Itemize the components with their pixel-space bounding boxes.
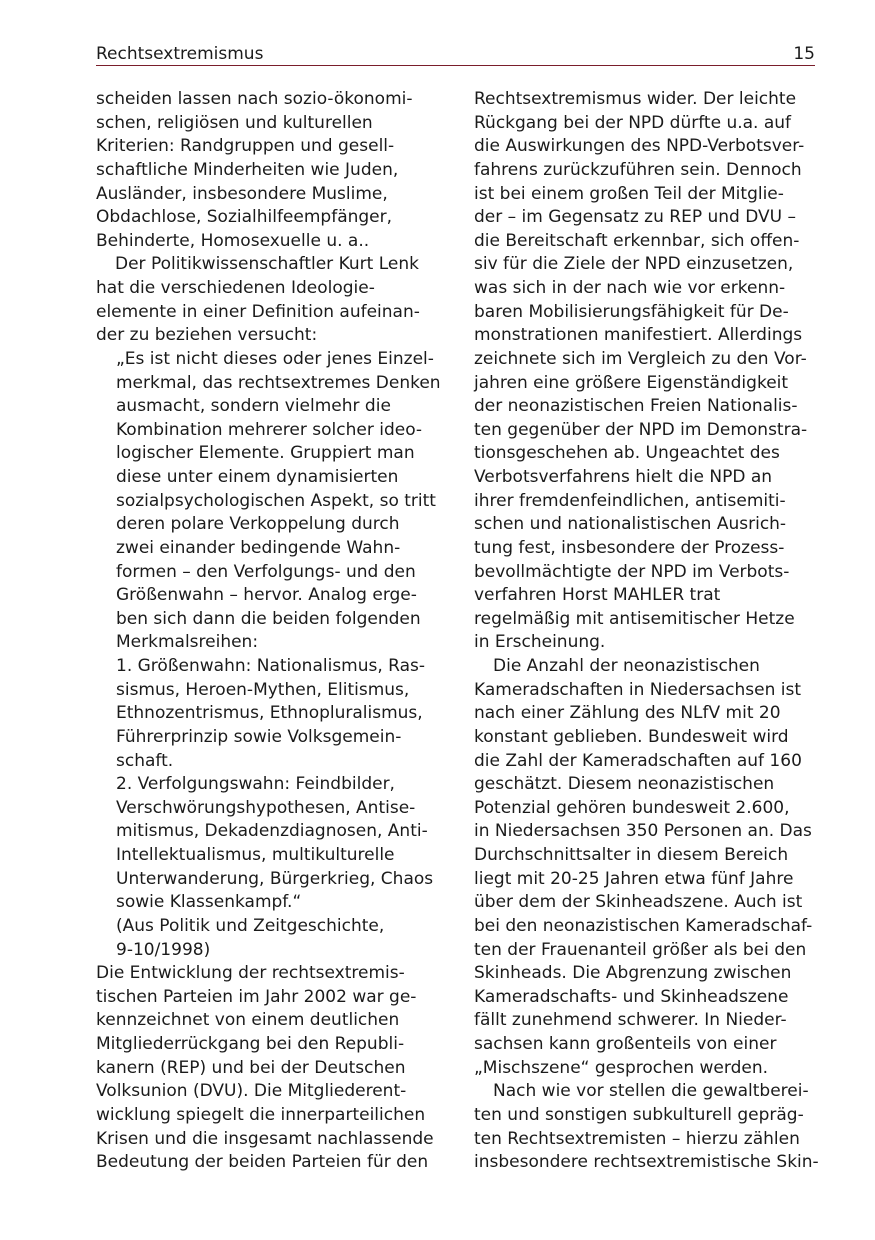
text-line: „Mischszene“ gesprochen werden.: [474, 1057, 769, 1078]
paragraph: [474, 1080, 819, 1175]
text-line: geschätzt. Diesem neonazistischen: [474, 774, 775, 795]
text-line: Skinheads. Die Abgrenzung zwischen: [474, 963, 792, 984]
quote-line: Verschwörungshypothesen, Antise-: [116, 797, 416, 818]
quote-line: ben sich dann die beiden folgenden: [116, 608, 421, 629]
text-line: in Erscheinung.: [474, 632, 606, 653]
text-line: hat die verschiedenen Ideologie-: [96, 278, 375, 298]
right-text-column: [474, 88, 819, 1175]
text-line: die Auswirkungen des NPD-Verbotsver-: [474, 136, 805, 157]
text-line: der – im Gegensatz zu REP und DVU –: [474, 207, 796, 228]
text-line: nach einer Zählung des NLfV mit 20: [474, 703, 781, 724]
text-line: Volksunion (DVU). Die Mitgliederent-: [96, 1081, 407, 1102]
text-line: Die Anzahl der neonazistischen: [493, 656, 760, 676]
text-line: was sich in der nach wie vor erkenn-: [474, 278, 786, 298]
quote-line: Intellektualismus, multikulturelle: [116, 845, 395, 865]
text-line: siv für die Ziele der NPD einzusetzen,: [474, 254, 794, 275]
text-line: ist bei einem großen Teil der Mitglie-: [474, 183, 784, 204]
quote-source: [96, 915, 441, 962]
quote-list-item-1: 1. Größenwahn: Nationalismus, Ras-: [116, 656, 426, 676]
text-line: fällt zunehmend schwerer. In Nieder-: [474, 1010, 787, 1031]
paragraph: [96, 962, 441, 1175]
text-line: insbesondere rechtsextremistische Skin-: [474, 1152, 819, 1173]
text-line: Kameradschaften in Niedersachsen ist: [474, 679, 802, 700]
text-line: kennzeichnet von einem deutlichen: [96, 1010, 400, 1031]
text-line: Verbotsverfahrens hielt die NPD an: [474, 467, 773, 487]
text-line: schaftliche Minderheiten wie Juden,: [96, 159, 399, 180]
text-line: Rechtsextremismus wider. Der leichte: [474, 89, 797, 109]
header-rule: [96, 65, 815, 66]
text-line: elemente in einer Definition aufeinan-: [96, 301, 420, 322]
paragraph: [96, 253, 441, 348]
text-line: Krisen und die insgesamt nachlassende: [96, 1128, 434, 1149]
text-line: Ausländer, insbesondere Muslime,: [96, 183, 388, 204]
text-line: wicklung spiegelt die innerparteilichen: [96, 1104, 426, 1125]
text-line: der zu beziehen versucht:: [96, 325, 318, 346]
quote-line: Größenwahn – hervor. Analog erge-: [116, 585, 417, 606]
paragraph: [474, 655, 819, 1080]
text-line: Kriterien: Randgruppen und gesell-: [96, 136, 395, 157]
text-line: Der Politikwissenschaftler Kurt Lenk: [115, 254, 419, 275]
text-line: in Niedersachsen 350 Personen an. Das: [474, 821, 812, 842]
text-line: über dem der Skinheadszene. Auch ist: [474, 892, 803, 913]
text-line: Potenzial gehören bundesweit 2.600,: [474, 797, 790, 818]
paragraph: [474, 88, 819, 655]
text-line: Mitgliederrückgang bei den Republi-: [96, 1034, 405, 1054]
text-line: konstant geblieben. Bundesweit wird: [474, 726, 789, 747]
text-line: Nach wie vor stellen die gewaltberei-: [493, 1081, 809, 1102]
quote-line: Merkmalsreihen:: [116, 632, 259, 653]
quote-line: deren polare Verkoppelung durch: [116, 514, 400, 535]
text-line: Durchschnittsalter in diesem Bereich: [474, 845, 789, 865]
text-line: der neonazistischen Freien Nationalis-: [474, 396, 798, 417]
text-line: Kameradschafts- und Skinheadszene: [474, 986, 789, 1007]
text-line: tionsgeschehen ab. Ungeachtet des: [474, 443, 780, 464]
text-line: scheiden lassen nach sozio-ökonomi-: [96, 89, 413, 109]
quote-line: ausmacht, sondern vielmehr die: [116, 396, 391, 417]
quote-line: Ethnozentrismus, Ethnopluralismus,: [116, 703, 423, 724]
text-line: schen und nationalistischen Ausrich-: [474, 514, 787, 535]
quote-list-item-2: 2. Verfolgungswahn: Feindbilder,: [116, 774, 395, 795]
text-line: Rückgang bei der NPD dürfte u.a. auf: [474, 112, 792, 133]
quote-line: Unterwanderung, Bürgerkrieg, Chaos: [116, 868, 434, 889]
text-line: fahrens zurückzuführen sein. Dennoch: [474, 159, 802, 180]
quote-line: zwei einander bedingende Wahn-: [116, 537, 401, 558]
text-line: die Zahl der Kameradschaften auf 160: [474, 750, 802, 771]
quote-line: merkmal, das rechtsextremes Denken: [116, 372, 441, 393]
text-line: Obdachlose, Sozialhilfeempfänger,: [96, 207, 393, 228]
quote-line: sozialpsychologischen Aspekt, so tritt: [116, 490, 436, 511]
text-line: sachsen kann großenteils von einer: [474, 1034, 777, 1054]
text-line: tung fest, insbesondere der Prozess-: [474, 537, 785, 558]
quote-line: logischer Elemente. Gruppiert man: [116, 443, 415, 464]
quote-line: Führerprinzip sowie Volksgemein-: [116, 726, 402, 747]
text-line: schen, religiösen und kulturellen: [96, 112, 373, 133]
text-line: Bedeutung der beiden Parteien für den: [96, 1152, 429, 1173]
text-line: bei den neonazistischen Kameradschaf-: [474, 915, 813, 936]
text-line: verfahren Horst MAHLER trat: [474, 585, 721, 606]
text-line: zeichnete sich im Vergleich zu den Vor-: [474, 348, 807, 369]
quote-line: schaft.: [116, 750, 174, 771]
text-line: die Bereitschaft erkennbar, sich offen-: [474, 230, 800, 251]
text-line: ihrer fremdenfeindlichen, antisemiti-: [474, 490, 786, 511]
text-line: ten Rechtsextremisten – hierzu zählen: [474, 1128, 800, 1149]
text-line: Die Entwicklung der rechtsextremis-: [96, 963, 405, 984]
text-line: ten gegenüber der NPD im Demonstra-: [474, 419, 808, 440]
text-line: baren Mobilisierungsfähigkeit für De-: [474, 301, 789, 322]
text-line: liegt mit 20-25 Jahren etwa fünf Jahre: [474, 868, 794, 889]
quote-line: sismus, Heroen-Mythen, Elitismus,: [116, 679, 410, 700]
quote-line: diese unter einem dynamisierten: [116, 467, 399, 487]
text-line: monstrationen manifestiert. Allerdings: [474, 325, 803, 346]
quote-line: formen – den Verfolgungs- und den: [116, 561, 416, 582]
quote-line: sowie Klassenkampf.“: [116, 892, 302, 913]
text-line: jahren eine größere Eigenständigkeit: [474, 372, 789, 393]
page-number: 15: [793, 44, 815, 64]
running-header-title: Rechtsextremismus: [96, 44, 264, 64]
block-quote: [96, 348, 441, 915]
text-line: tischen Parteien im Jahr 2002 war ge-: [96, 986, 417, 1007]
paragraph: [96, 88, 441, 253]
quote-line: „Es ist nicht dieses oder jenes Einzel-: [116, 348, 434, 369]
quote-line: Kombination mehrerer solcher ideo-: [116, 419, 423, 440]
text-line: bevollmächtigte der NPD im Verbots-: [474, 561, 790, 582]
text-line: regelmäßig mit antisemitischer Hetze: [474, 608, 795, 629]
text-line: ten und sonstigen subkulturell gepräg-: [474, 1104, 804, 1125]
source-line: (Aus Politik und Zeitgeschichte,: [116, 915, 385, 936]
text-line: kanern (REP) und bei der Deutschen: [96, 1057, 406, 1078]
text-line: ten der Frauenanteil größer als bei den: [474, 939, 807, 960]
left-text-column: [96, 88, 441, 1175]
running-header: [96, 43, 815, 65]
source-line: 9-10/1998): [116, 939, 211, 960]
quote-line: mitismus, Dekadenzdiagnosen, Anti-: [116, 821, 428, 842]
text-line: Behinderte, Homosexuelle u. a..: [96, 230, 370, 251]
